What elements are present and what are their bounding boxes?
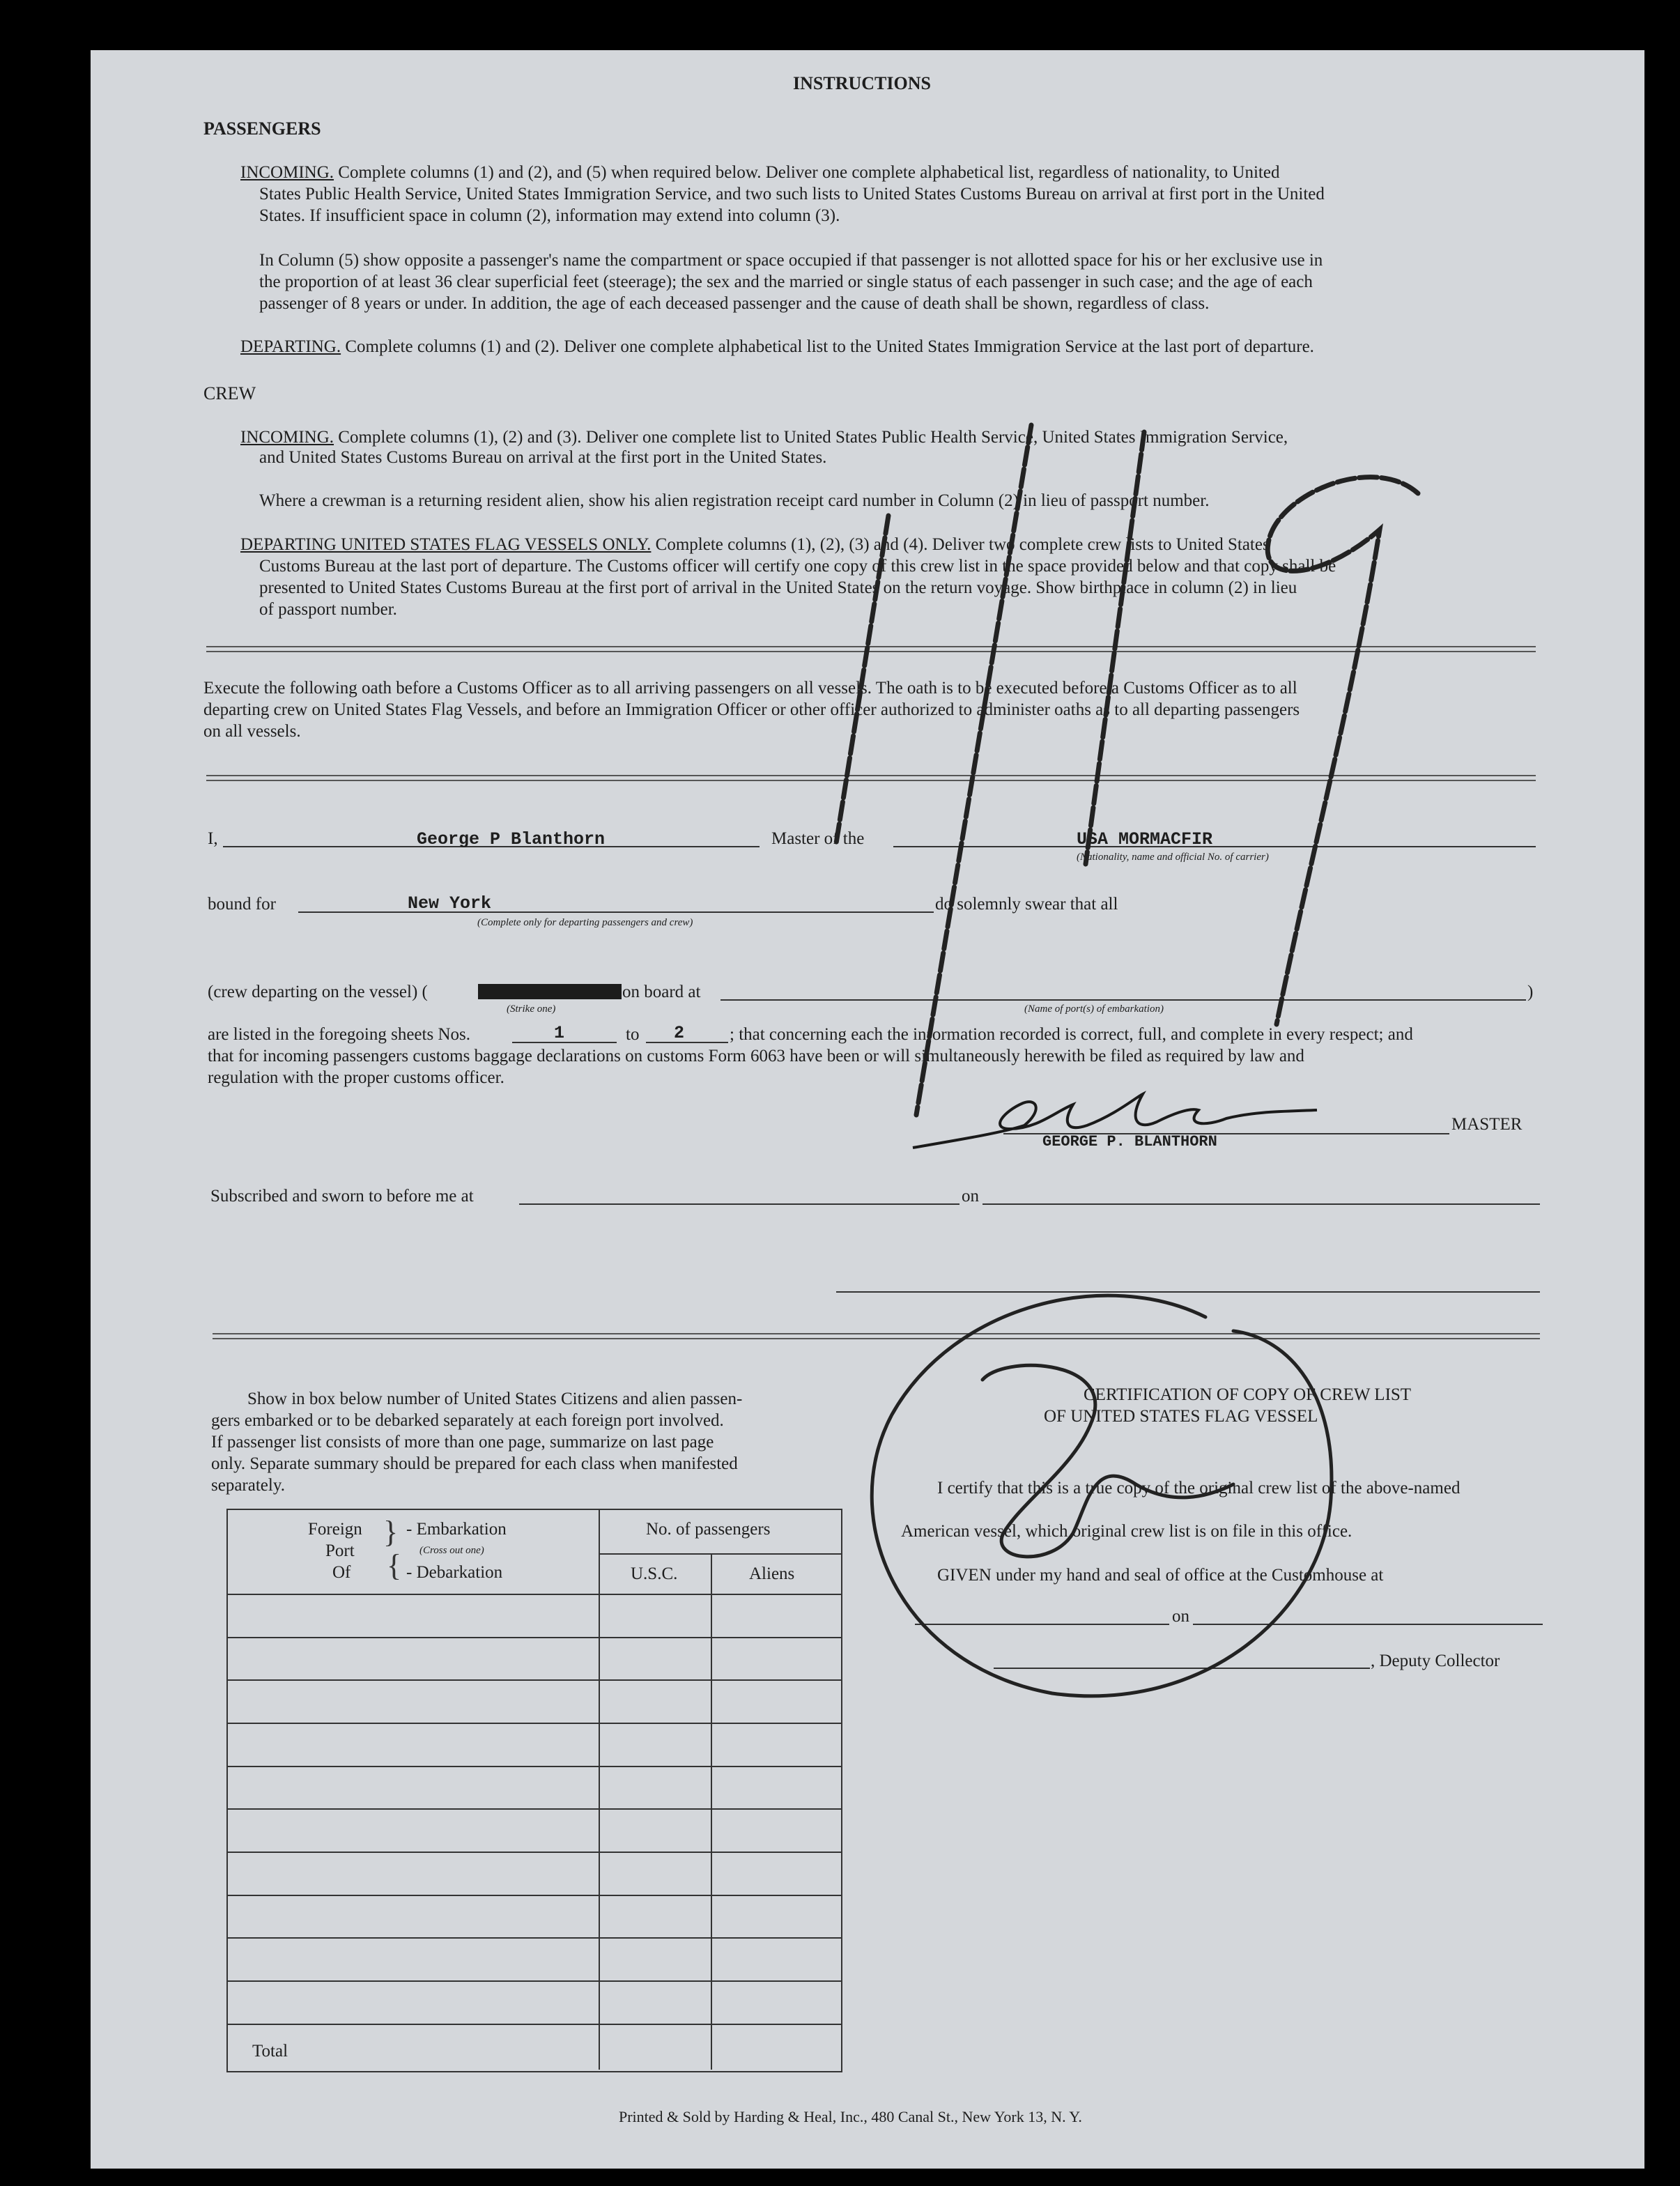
col-port: Port: [325, 1541, 355, 1560]
port-caption: (Name of port(s) of embarkation): [1024, 1003, 1164, 1015]
listed-text-1: are listed in the foregoing sheets Nos.: [208, 1025, 470, 1044]
crew-incoming-text-2: and United States Customs Bureau on arrival at the first port in the United States.: [259, 448, 827, 467]
signature-typed-name: GEORGE P. BLANTHORN: [1042, 1133, 1217, 1150]
vessel-value: USA MORMACFIR: [1077, 829, 1213, 849]
column5-text-1: In Column (5) show opposite a passenger's name the compartment or space occupied if that passenger is not allotted space for his or her exclusive use in: [259, 251, 1323, 270]
passengers-heading: PASSENGERS: [203, 118, 321, 139]
total-label: Total: [252, 2042, 288, 2061]
no-passengers-header: No. of passengers: [646, 1520, 771, 1539]
usc-header: U.S.C.: [631, 1564, 678, 1583]
bound-for-label: bound for: [208, 895, 276, 914]
master-label: MASTER: [1451, 1115, 1523, 1134]
certification-text-1: I certify that this is a true copy of the original crew list of the above-named: [937, 1479, 1461, 1498]
oath-intro-1: Execute the following oath before a Customs Officer as to all arriving passengers on all vessels. The oath is to be executed before a Customs Officer as to all: [203, 679, 1297, 698]
sheet-from-value: 1: [554, 1023, 565, 1043]
crew-departing-text-3: presented to United States Customs Bureau at the first port of arrival in the United States on the return voyage. Show birthplace in column (2) in lieu: [259, 578, 1297, 597]
passengers-departing-label: DEPARTING.: [240, 337, 341, 356]
crew-incoming-text-1: Complete columns (1), (2) and (3). Deliver one complete list to United States Public Health Service, United States Immigration Service,: [338, 428, 1288, 447]
crew-departing-label: DEPARTING UNITED STATES FLAG VESSELS ONLY.: [240, 535, 652, 554]
summary-text-1: Show in box below number of United States Citizens and alien passen-: [247, 1390, 743, 1408]
passengers-incoming-text-3: States. If insufficient space in column (2), information may extend into column (3).: [259, 206, 840, 225]
sheet-to-field[interactable]: [646, 1042, 728, 1043]
vessel-caption: (Nationality, name and official No. of carrier): [1077, 852, 1269, 863]
brace-icon: {: [387, 1548, 402, 1583]
bound-caption: (Complete only for departing passengers and crew): [477, 917, 693, 928]
debarkation-label: - Debarkation: [406, 1563, 503, 1582]
passengers-departing-text: Complete columns (1) and (2). Deliver one complete alphabetical list to the United States Immigration Service at the last port of departure.: [345, 337, 1314, 356]
passengers-incoming-text-1: Complete columns (1) and (2), and (5) when required below. Deliver one complete alphabetical list, regardless of nationality, to United: [338, 163, 1280, 182]
passengers-incoming-text-2: States Public Health Service, United States Immigration Service, and two such lists to United States Customs Bureau on arrival at first port in the United: [259, 185, 1325, 203]
summary-text-3: If passenger list consists of more than one page, summarize on last page: [211, 1433, 714, 1452]
column5-text-2: the proportion of at least 36 clear superficial feet (steerage); the sex and the married or single status of each passenger in such case; and the age of each: [259, 272, 1313, 291]
sheet-to-value: 2: [674, 1023, 685, 1043]
cross-out-label: (Cross out one): [419, 1545, 484, 1556]
page-title: INSTRUCTIONS: [793, 73, 931, 93]
listed-text-2: ; that concerning each the information recorded is correct, full, and complete in every respect; and: [730, 1025, 1413, 1044]
oath-intro-2: departing crew on United States Flag Vessels, and before an Immigration Officer or other officer authorized to administer oaths as to all departing passengers: [203, 700, 1300, 719]
crew-departing-text-4: of passport number.: [259, 600, 397, 619]
printer-footer: Printed & Sold by Harding & Heal, Inc., 480 Canal St., New York 13, N. Y.: [619, 2108, 1082, 2125]
i-label: I,: [208, 829, 218, 848]
summary-text-5: separately.: [211, 1476, 285, 1495]
crew-incoming-label: INCOMING.: [240, 428, 334, 447]
listed-text-4: regulation with the proper customs officer.: [208, 1068, 504, 1087]
summary-text-4: only. Separate summary should be prepared for each class when manifested: [211, 1454, 738, 1473]
subscribed-label: Subscribed and sworn to before me at: [210, 1187, 474, 1206]
master-name-value: George P Blanthorn: [417, 829, 606, 849]
certification-text-3: GIVEN under my hand and seal of office at the Customhouse at: [937, 1566, 1384, 1585]
certification-text-2: American vessel, which original crew list is on file in this office.: [901, 1522, 1353, 1541]
brace-icon: }: [383, 1515, 399, 1549]
subscribed-date-field[interactable]: [982, 1203, 1540, 1205]
subscribed-on-label: on: [962, 1187, 979, 1206]
embarkation-label: - Embarkation: [406, 1520, 507, 1539]
crew-departing-text-1: Complete columns (1), (2), (3) and (4). Deliver two complete crew lists to United States: [655, 535, 1270, 554]
master-of-label: Master of the: [771, 829, 865, 848]
crew-departing-label: (crew departing on the vessel) (: [208, 983, 428, 1001]
close-paren: ): [1527, 983, 1534, 1001]
passenger-summary-table: [226, 1509, 842, 2072]
redaction-bar: [478, 984, 622, 999]
certification-title-1: CERTIFICATION OF COPY OF CREW LIST: [1084, 1385, 1412, 1404]
crew-resident-text: Where a crewman is a returning resident alien, show his alien registration receipt card number in Column (2) in lieu of passport number.: [259, 491, 1210, 510]
column5-text-3: passenger of 8 years or under. In addition, the age of each deceased passenger and the cause of death shall be shown, regardless of class.: [259, 294, 1210, 313]
bound-for-value: New York: [408, 893, 492, 914]
crew-heading: CREW: [203, 383, 256, 403]
aliens-header: Aliens: [749, 1564, 795, 1583]
handwritten-circled-number-2: [843, 1275, 1359, 1707]
to-label: to: [626, 1025, 640, 1044]
col-foreign: Foreign: [308, 1520, 362, 1539]
subscribed-place-field[interactable]: [519, 1203, 960, 1205]
deputy-collector-label: , Deputy Collector: [1371, 1652, 1500, 1670]
passengers-incoming-label: INCOMING.: [240, 163, 334, 182]
swear-text: do solemnly swear that all: [935, 895, 1118, 914]
certification-on-label: on: [1172, 1607, 1189, 1626]
handwritten-number-1119: [822, 411, 1463, 1136]
certification-title-2: OF UNITED STATES FLAG VESSEL: [1044, 1407, 1318, 1426]
col-of: Of: [332, 1563, 351, 1582]
crew-departing-text-2: Customs Bureau at the last port of departure. The Customs officer will certify one copy of this crew list in the space provided below and that copy shall be: [259, 557, 1336, 576]
on-board-label: on board at: [622, 983, 701, 1001]
summary-text-2: gers embarked or to be debarked separately at each foreign port involved.: [211, 1411, 724, 1430]
oath-intro-3: on all vessels.: [203, 722, 301, 741]
strike-caption: (Strike one): [507, 1003, 556, 1015]
listed-text-3: that for incoming passengers customs baggage declarations on customs Form 6063 have been or will simultaneously herewith be filed as required by law and: [208, 1047, 1304, 1065]
